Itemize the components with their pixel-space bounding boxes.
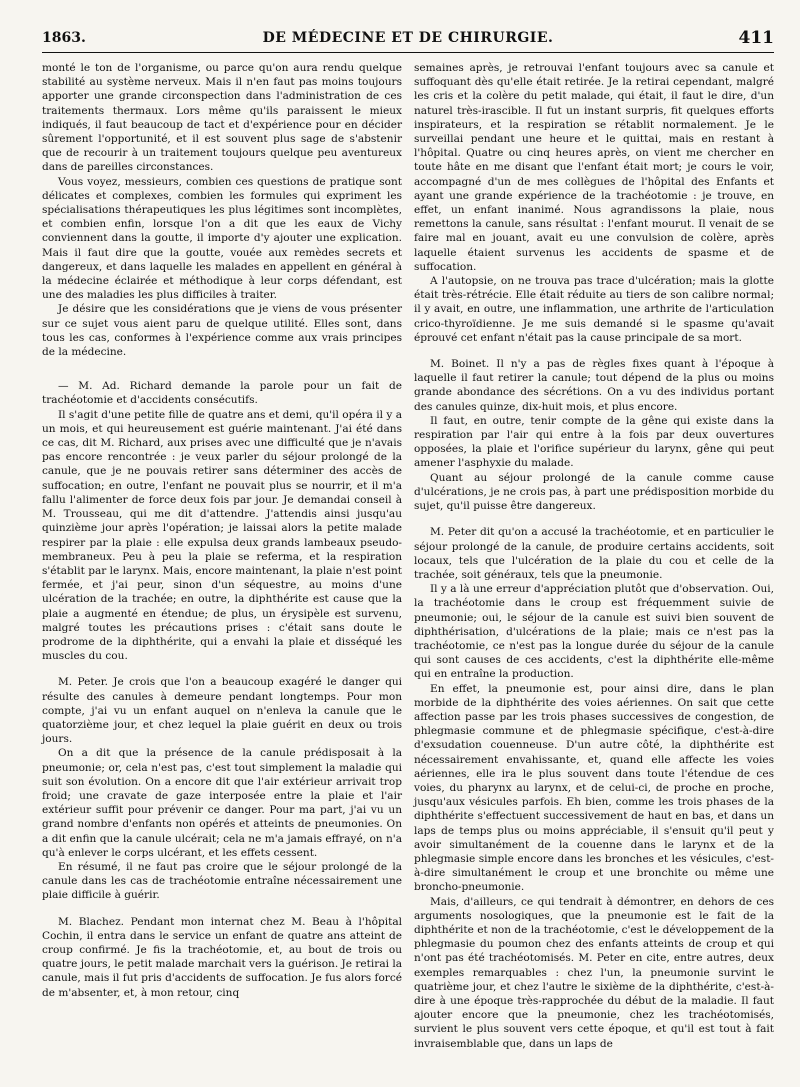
paragraph: En effet, la pneumonie est, pour ainsi dire, dans le plan morbide de la diphthérite des voies aériennes. On sait que cette affection passe par les trois phases successives de congestion, de phlegmasie commune et de phlegmasie spécifique, c'est-à-dire d'exsudation couenneuse. D'un autre côté, la diphthérite est nécessairement envahissante, et, quand elle affecte les voies aériennes, elle ira le plus souvent dans toute l'étendue de ces voies, du pharynx au larynx, et de celui-ci, de proche en proche, jusqu'aux vésicules parfois. Eh bien, comme les trois phases de la diphthérite s'effectuent successivement de haut en bas, et dans un laps de temps plus ou moins appréciable, il s'ensuit qu'il peut y avoir simultanément de la couenne dans le larynx et de la phlegmasie simple encore dans les bronches et les vésicules, c'est-à-dire simultanément le croup et une bronchite ou même une broncho-pneumonie.	[414, 682, 774, 894]
paragraph: Vous voyez, messieurs, combien ces questions de pratique sont délicates et complexes, combien les formules qui expriment les spécialisations thérapeutiques les plus légitimes sont incomplètes, et combien enfin, lorsque l'on a dit que les eaux de Vichy conviennent dans la goutte, il importe d'y ajouter une explication. Mais il faut dire que la goutte, vouée aux remèdes secrets et dangereux, et dans laquelle les malades en appellent en général à la médecine éclairée et méthodique à leur corps défendant, est une des maladies les plus difficiles à traiter.	[42, 175, 402, 302]
paragraph: Mais, d'ailleurs, ce qui tendrait à démontrer, en dehors de ces arguments nosologiques, que la pneumonie est le fait de la diphthérite et non de la trachéotomie, c'est le développement de la phlegmasie du poumon chez des enfants atteints de croup et qui n'ont pas été trachéotomisés. M. Peter en cite, entre autres, deux exemples remarquables : chez l'un, la pneumonie survint le quatrième jour, et chez l'autre le sixième de la diphthérite, c'est-à-dire à une époque très-rapprochée du début de la maladie. Il faut ajouter encore que la pneumonie, chez les trachéotomisés, survient le plus souvent vers cette époque, et qu'il est tout à fait invraisemblable que, dans un laps de	[414, 895, 774, 1050]
paragraph: Il faut, en outre, tenir compte de la gêne qui existe dans la respiration par l'air qui entre à la fois par deux ouvertures opposées, la plaie et l'orifice supérieur du larynx, gêne qui peut amener l'asphyxie du malade.	[414, 414, 774, 470]
paragraph: M. Blachez. Pendant mon internat chez M. Beau à l'hôpital Cochin, il entra dans le service un enfant de quatre ans atteint de croup confirmé. Je fis la trachéotomie, et, au bout de trois ou quatre jours, le petit malade marchait vers la guérison. Je retirai la canule, mais il fut pris d'accidents de suffocation. Je fus alors forcé de m'absenter, et, à mon retour, cinq	[42, 915, 402, 999]
paragraph: En résumé, il ne faut pas croire que le séjour prolongé de la canule dans les cas de trachéotomie entraîne nécessairement une plaie difficile à guérir.	[42, 860, 402, 902]
paragraph: Il y a là une erreur d'appréciation plutôt que d'observation. Oui, la trachéotomie dans le croup est fréquemment suivie de pneumonie; oui, le séjour de la canule est suivi bien souvent de diphthérisation, d'ulcérations de la plaie; mais ce n'est pas la trachéotomie, ce n'est pas la longue durée du séjour de la canule qui sont causes de ces accidents, c'est la diphthérite elle-même qui en entraîne la production.	[414, 583, 774, 681]
header-year: 1863.	[42, 30, 86, 46]
page-number: 411	[738, 28, 774, 48]
two-column-body	[42, 61, 774, 1051]
right-column	[414, 61, 774, 1051]
paragraph: monté le ton de l'organisme, ou parce qu'on aura rendu quelque stabilité au système nerveux. Mais il n'en faut pas moins toujours apporter une grande circonspection dans l'administration de ces traitements thermaux. Lors même qu'ils paraissent le mieux indiqués, il faut beaucoup de tact et d'expérience pour en décider sûrement l'opportunité, et il est souvent plus sage de s'abstenir que de recourir à un traitement toujours quelque peu aventureux dans de pareilles circonstances.	[42, 62, 402, 174]
paragraph: On a dit que la présence de la canule prédisposait à la pneumonie; or, cela n'est pas, c'est tout simplement la maladie qui suit son évolution. On a encore dit que l'air extérieur arrivait trop froid; une cravate de gaze interposée entre la plaie et l'air extérieur suffit pour prévenir ce danger. Pour ma part, j'ai vu un grand nombre d'enfants non opérés et atteints de pneumonies. On a dit enfin que la canule ulcérait; cela ne m'a jamais effrayé, on n'a qu'à enlever le corps ulcérant, et les effets cessent.	[42, 747, 402, 859]
paragraph: Quant au séjour prolongé de la canule comme cause d'ulcérations, je ne crois pas, à part une prédisposition morbide du sujet, qu'il puisse être dangereux.	[414, 471, 774, 513]
left-column	[42, 61, 402, 1051]
paragraph: semaines après, je retrouvai l'enfant toujours avec sa canule et suffoquant dès qu'elle était retirée. Je la retirai cependant, malgré les cris et la colère du petit malade, qui était, il faut le dire, d'un naturel très-irascible. Il fut un instant surpris, fit quelques efforts inspirateurs, et la respiration se rétablit normalement. Je le surveillai pendant une heure et le quittai, mais en restant à l'hôpital. Quatre ou cinq heures après, on vient me chercher en toute hâte en me disant que l'enfant était mort; je cours le voir, accompagné d'un de mes collègues de l'hôpital des Enfants et ayant une grande expérience de la trachéotomie : je trouve, en effet, un enfant inanimé. Nous agrandissons la plaie, nous remettons la canule, sans résultat : l'enfant mourut. Il venait de se faire mal en jouant, avait eu une convulsion de colère, après laquelle étaient survenus les accidents de spasme et de suffocation.	[414, 62, 774, 273]
paragraph: Il s'agit d'une petite fille de quatre ans et demi, qu'il opéra il y a un mois, et qui heureusement est guérie maintenant. J'ai été dans ce cas, dit M. Richard, aux prises avec une difficulté que je n'avais pas encore rencontrée : je veux parler du séjour prolongé de la canule, que je ne pouvais retirer sans déterminer des accès de suffocation; en outre, l'enfant ne pouvait plus se nourrir, et il m'a fallu l'alimenter de force deux fois par jour. Je demandai conseil à M. Trousseau, qui me dit d'attendre. J'attendis ainsi jusqu'au quinzième jour après l'opération; je laissai alors la petite malade respirer par la plaie : elle expulsa deux grands lambeaux pseudo-membraneux. Peu à peu la plaie se referma, et la respiration s'établit par le larynx. Mais, encore maintenant, la plaie n'est point fermée, et j'ai peur, sinon d'un séquestre, au moins d'une ulcération de la trachée; en outre, la diphthérite est cause que la plaie a augmenté en étendue; de plus, un érysipèle est survenu, malgré toutes les précautions prises : c'était sans doute le prodrome de la diphthérite, qui a envahi la plaie et disséqué les muscles du cou.	[42, 408, 402, 663]
paragraph: M. Peter. Je crois que l'on a beaucoup exagéré le danger qui résulte des canules à demeure pendant longtemps. Pour mon compte, j'ai vu un enfant auquel on n'enleva la canule que le quatorzième jour, et chez lequel la plaie guérit en deux ou trois jours.	[42, 676, 402, 746]
running-header	[42, 26, 774, 53]
paragraph: — M. Ad. Richard demande la parole pour un fait de trachéotomie et d'accidents consécutifs.	[42, 380, 402, 407]
paragraph: A l'autopsie, on ne trouva pas trace d'ulcération; mais la glotte était très-rétrécie. Elle était réduite au tiers de son calibre normal; il y avait, en outre, une inflammation, une arthrite de l'articulation crico-thyroïdienne. Je me suis demandé si le spasme qu'avait éprouvé cet enfant n'était pas la cause principale de sa mort.	[414, 275, 774, 344]
paragraph: M. Boinet. Il n'y a pas de règles fixes quant à l'époque à laquelle il faut retirer la canule; tout dépend de la plus ou moins grande abondance des sécrétions. On a vu des individus portant des canules quinze, dix-huit mois, et plus encore.	[414, 358, 774, 413]
paragraph: M. Peter dit qu'on a accusé la trachéotomie, et en particulier le séjour prolongé de la canule, de produire certains accidents, soit locaux, tels que l'ulcération de la plaie du cou et celle de la trachée, soit généraux, tels que la pneumonie.	[414, 526, 774, 581]
header-title: DE MÉDECINE ET DE CHIRURGIE.	[262, 30, 554, 46]
paragraph: Je désire que les considérations que je viens de vous présenter sur ce sujet vous aient paru de quelque utilité. Elles sont, dans tous les cas, conformes à l'expérience comme aux vrais principes de la médecine.	[42, 303, 402, 359]
